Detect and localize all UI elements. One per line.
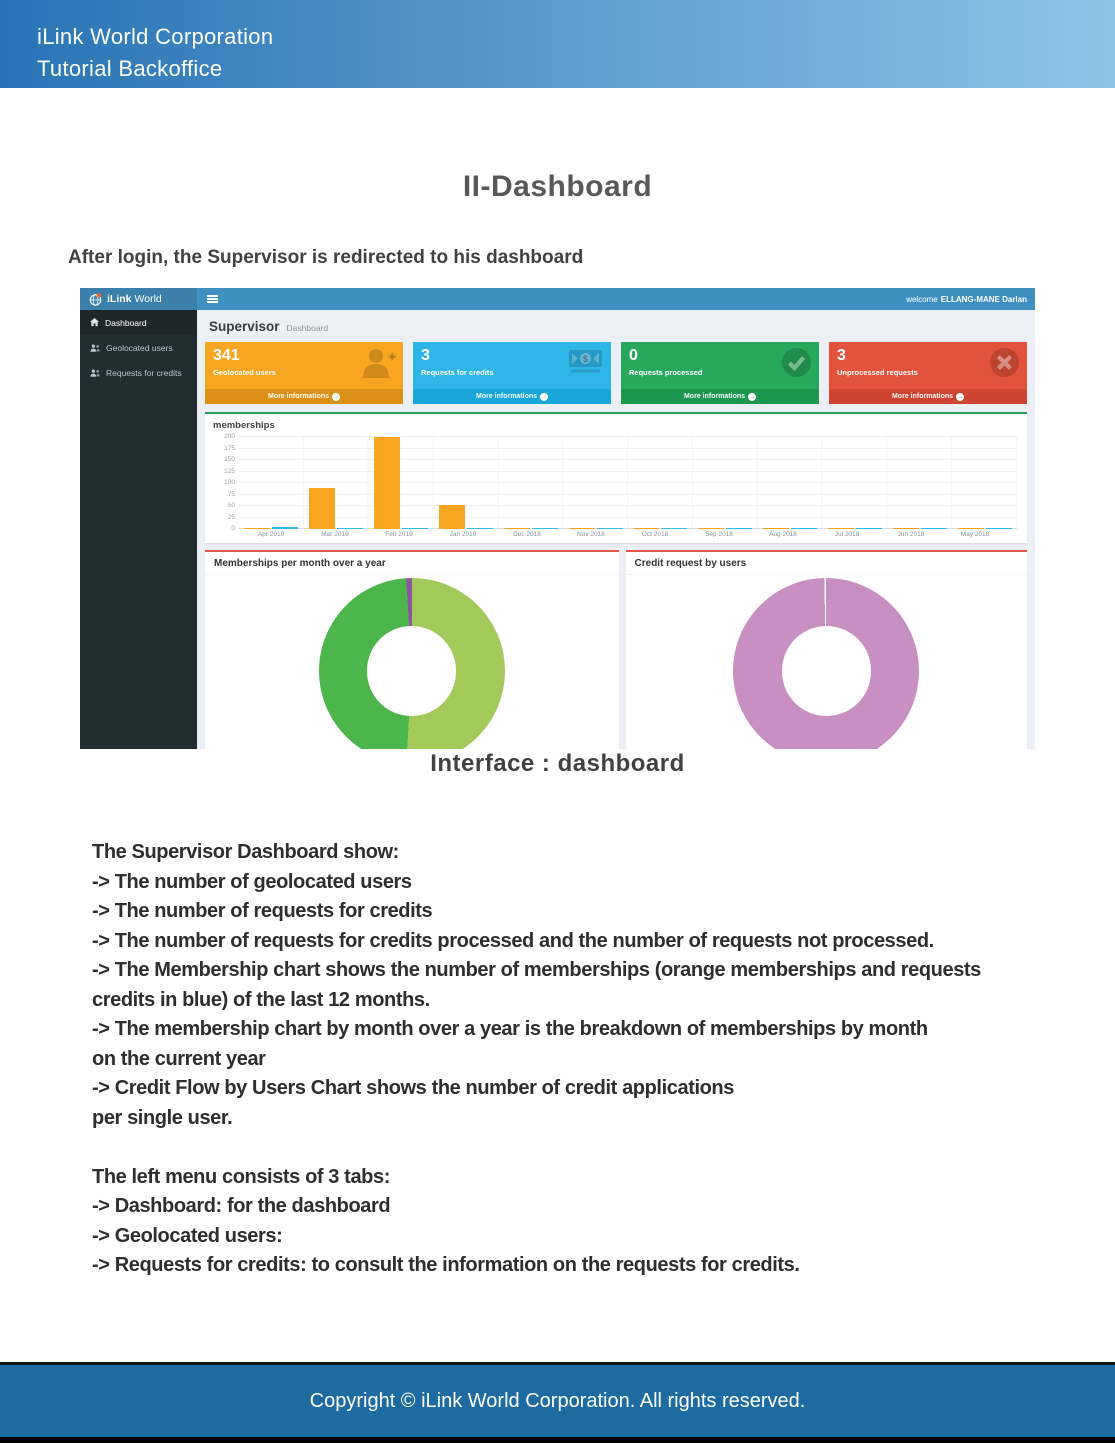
bar-group <box>304 437 369 529</box>
bar-group <box>887 437 952 529</box>
x-axis-tick-label: Jul 2018 <box>834 531 860 538</box>
bar-group <box>628 437 693 529</box>
sidebar-item-label: Geolocated users <box>106 342 173 353</box>
bar-requests-credits <box>921 528 947 529</box>
dashboard-content <box>197 310 1035 749</box>
bar-requests-credits <box>726 528 752 529</box>
brand-bold: iLink <box>107 293 132 305</box>
bar-memberships <box>763 528 789 529</box>
bar-memberships <box>958 528 984 529</box>
bar-requests-credits <box>661 528 687 529</box>
top-navbar <box>197 288 1035 310</box>
sidebar-item-label: Dashboard <box>105 317 147 328</box>
arrow-circle-icon: → <box>957 393 964 400</box>
stat-card-geolocated-users <box>205 342 403 404</box>
stat-label: Requests for credits <box>421 368 494 378</box>
bar-requests-credits <box>986 528 1012 529</box>
home-icon <box>90 318 99 327</box>
x-axis-tick-label: Feb 2019 <box>385 531 413 538</box>
bar-requests-credits <box>597 528 623 529</box>
sidebar <box>80 310 197 749</box>
header-line1: iLink World Corporation <box>37 24 274 49</box>
bar-memberships <box>893 528 919 529</box>
body-line <box>92 1133 1072 1163</box>
intro-text: After login, the Supervisor is redirected to his dashboard <box>68 247 584 268</box>
stat-value: 0 <box>629 347 638 364</box>
memberships-per-month-panel <box>205 550 619 749</box>
bar-memberships <box>504 528 530 529</box>
bar-group <box>758 437 823 529</box>
check-circle-icon <box>781 347 812 383</box>
x-axis-tick-label: Dec 2018 <box>513 531 541 538</box>
dashboard-screenshot <box>80 288 1035 749</box>
body-line: -> Requests for credits: to consult the information on the requests for credits. <box>92 1254 800 1276</box>
bar-requests-credits <box>467 528 493 529</box>
x-axis-tick-label: Oct 2018 <box>641 531 669 538</box>
user-plus-icon <box>362 347 396 383</box>
stat-value: 341 <box>213 347 240 364</box>
bottom-panels-row <box>205 550 1027 749</box>
body-text <box>92 838 1072 1281</box>
credit-request-donut-chart <box>733 578 919 749</box>
header-line2: Tutorial Backoffice <box>37 56 223 81</box>
body-line: -> The number of geolocated users <box>92 870 412 893</box>
body-line: -> Dashboard: for the dashboard <box>92 1195 391 1217</box>
x-circle-icon <box>989 347 1020 383</box>
users-icon <box>90 369 100 377</box>
bar-group <box>498 437 563 529</box>
memberships-donut-chart <box>319 578 505 749</box>
sidebar-item-dashboard[interactable] <box>80 310 197 335</box>
y-axis-tick-label: 0 <box>231 525 235 532</box>
content-heading <box>197 310 1035 340</box>
document-footer <box>0 1362 1115 1443</box>
body-line: -> Geolocated users: <box>92 1224 283 1247</box>
y-axis-tick-label: 200 <box>224 433 235 440</box>
y-axis-tick-label: 75 <box>227 490 235 498</box>
bar-memberships <box>309 488 335 529</box>
x-axis-tick-label: Sep 2018 <box>705 531 733 538</box>
users-icon <box>90 344 100 352</box>
money-icon <box>567 347 604 379</box>
body-line: -> The Membership chart shows the number of memberships (orange memberships and requests <box>92 959 981 981</box>
bar-memberships <box>569 528 595 529</box>
y-axis-tick-label: 150 <box>224 456 235 463</box>
screenshot-caption: Interface : dashboard <box>430 750 685 777</box>
arrow-circle-icon: → <box>333 393 340 400</box>
bar-group <box>563 437 628 529</box>
stat-card-requests-processed <box>621 342 819 404</box>
breadcrumb: Dashboard <box>286 323 329 333</box>
x-axis-tick-label: May 2018 <box>960 531 990 538</box>
bar-requests-credits <box>532 528 558 529</box>
bar-group <box>952 437 1017 529</box>
stat-label: Geolocated users <box>213 368 276 378</box>
bar-group <box>822 437 887 529</box>
bar-memberships <box>698 528 724 529</box>
dashboard-topbar <box>80 288 1035 310</box>
memberships-bar-chart <box>205 434 1027 543</box>
stat-label: Unprocessed requests <box>837 368 918 378</box>
bar-requests-credits <box>337 528 363 529</box>
bar-group <box>239 437 304 529</box>
x-axis-tick-label: Jun 2018 <box>897 531 925 538</box>
stat-value: 3 <box>837 347 846 364</box>
globe-icon <box>89 293 102 306</box>
arrow-circle-icon: → <box>749 393 756 400</box>
more-informations-link[interactable]: More informations → <box>205 389 403 404</box>
welcome-text: welcome ELLANG-MANE Darlan <box>906 294 1027 304</box>
bar-memberships <box>244 528 270 529</box>
bar-memberships <box>439 505 465 529</box>
chart-x-labels <box>205 529 1017 538</box>
memberships-chart-plot <box>224 433 1017 532</box>
more-informations-link[interactable]: More informations → <box>413 389 611 404</box>
x-axis-tick-label: Mar 2019 <box>321 531 349 538</box>
content-title: Supervisor <box>209 319 280 334</box>
app-logo[interactable] <box>80 288 197 310</box>
sidebar-toggle-icon[interactable] <box>207 295 218 305</box>
body-line: The Supervisor Dashboard show: <box>92 841 399 863</box>
y-axis-tick-label: 25 <box>227 513 235 521</box>
stat-card-requests-for-credits <box>413 342 611 404</box>
bar-group <box>693 437 758 529</box>
bar-memberships <box>828 528 854 529</box>
brand-light: World <box>134 293 162 305</box>
y-axis-tick-label: 175 <box>224 444 235 452</box>
bar-group <box>433 437 498 529</box>
sidebar-item-label: Requests for credits <box>106 367 182 378</box>
body-line: credits in blue) of the last 12 months. <box>92 988 430 1011</box>
credit-request-panel <box>626 550 1027 749</box>
document-header <box>0 0 1115 88</box>
sidebar-item-geolocated-users[interactable] <box>80 335 197 360</box>
y-axis-tick-label: 100 <box>224 479 235 486</box>
arrow-circle-icon: → <box>541 393 548 400</box>
y-axis-tick-label: 50 <box>227 502 235 509</box>
x-axis-tick-label: Apr 2019 <box>257 531 285 538</box>
body-line: -> Credit Flow by Users Chart shows the number of credit applications <box>92 1077 734 1099</box>
panel-title: Memberships per month over a year <box>205 552 619 575</box>
panel-title: Credit request by users <box>626 552 1027 575</box>
body-line: per single user. <box>92 1106 233 1129</box>
x-axis-tick-label: Jan 2019 <box>449 531 477 538</box>
more-informations-link[interactable]: More informations → <box>829 389 1027 404</box>
bar-group <box>369 437 434 529</box>
x-axis-tick-label: Aug 2018 <box>769 531 797 538</box>
more-informations-link[interactable]: More informations → <box>621 389 819 404</box>
svg-text:$: $ <box>582 353 589 364</box>
footer-text: Copyright © iLink World Corporation. All rights reserved. <box>309 1389 806 1412</box>
bar-requests-credits <box>402 528 428 529</box>
body-line: The left menu consists of 3 tabs: <box>92 1165 390 1188</box>
stat-card-unprocessed-requests <box>829 342 1027 404</box>
bar-requests-credits <box>272 527 298 529</box>
body-line: -> The membership chart by month over a year is the breakdown of memberships by month <box>92 1018 928 1040</box>
x-axis-tick-label: Nov 2018 <box>577 531 605 538</box>
sidebar-item-requests-for-credits[interactable] <box>80 360 197 385</box>
y-axis-tick-label: 125 <box>224 467 235 475</box>
bar-memberships <box>633 528 659 529</box>
bar-requests-credits <box>791 528 817 529</box>
bar-memberships <box>374 437 400 529</box>
stat-value: 3 <box>421 347 430 364</box>
panel-title: memberships <box>213 420 275 431</box>
body-line: on the current year <box>92 1047 266 1070</box>
page-title: II-Dashboard <box>462 170 653 203</box>
stat-cards-row <box>197 340 1035 404</box>
memberships-panel <box>205 412 1027 543</box>
body-line: -> The number of requests for credits <box>92 900 433 922</box>
body-line: -> The number of requests for credits processed and the number of requests not processed. <box>92 929 934 952</box>
stat-label: Requests processed <box>629 368 703 378</box>
bar-requests-credits <box>856 528 882 529</box>
